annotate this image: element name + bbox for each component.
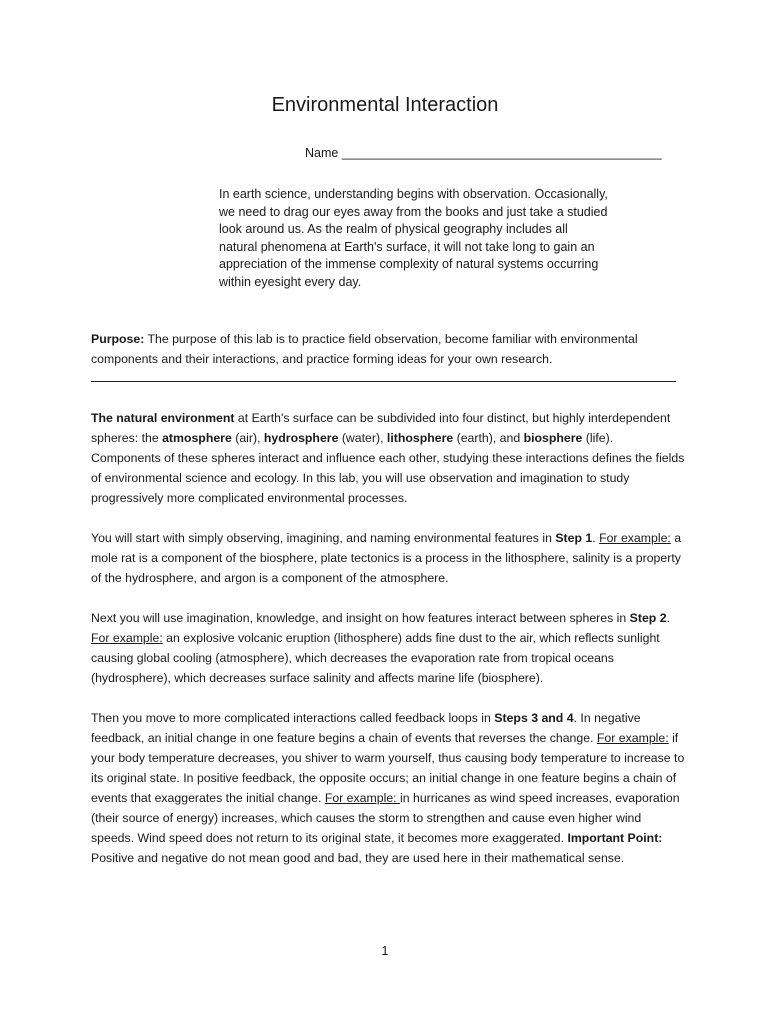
- purpose-paragraph: [91, 329, 685, 369]
- feedback-paragraph: [91, 708, 685, 868]
- text-run: You will start with simply observing, imagining, and naming environmental features in: [91, 531, 556, 545]
- step2-label: Step 2: [629, 611, 667, 625]
- term-atmosphere: atmosphere: [162, 431, 232, 445]
- text-run: at Earth's surface can be subdivided into four distinct, but highly interdependent spheres: the: [91, 411, 671, 445]
- term-biosphere: biosphere: [523, 431, 583, 445]
- step1-label: Step 1: [555, 531, 593, 545]
- term-hydrosphere: hydrosphere: [263, 431, 339, 445]
- natural-environment-lead: The natural environment: [91, 411, 235, 425]
- step2-example-label: For example:: [91, 631, 163, 645]
- text-run: if your body temperature decreases, you shiver to warm yourself, thus causing body temperature to increase to its original state. In positive feedback, the opposite occurs; an initial change in one feature begins a chain of events that exaggerates the initial change.: [91, 731, 685, 805]
- natural-environment-paragraph: [91, 408, 685, 508]
- text-run: in hurricanes as wind speed increases, evaporation (their source of energy) increases, which causes the storm to strengthen and cause even higher wind speeds. Wind speed does not return to its original state, it becomes more exaggerated.: [91, 791, 680, 845]
- text-run: . In negative feedback, an initial change in one feature begins a chain of events that reverses the change.: [91, 711, 641, 745]
- text-run: (water),: [338, 431, 387, 445]
- positive-feedback-example-label: For example:: [324, 791, 400, 805]
- intro-paragraph: In earth science, understanding begins with observation. Occasionally, we need to drag our eyes away from the books and just take a studied look around us. As the realm of physical geography includes all natural phenomena at Earth's surface, it will not take long to gain an appreciation of the immense complexity of natural systems occurring within eyesight every day.: [219, 187, 608, 289]
- purpose-text: The purpose of this lab is to practice field observation, become familiar with environmental components and their interactions, and practice forming ideas for your own research.: [91, 332, 638, 366]
- text-run: (life). Components of these spheres interact and influence each other, studying these interactions defines the fields of environmental science and ecology. In this lab, you will use observation and imagination to study progressively more complicated environmental processes.: [91, 431, 685, 505]
- step1-paragraph: [91, 528, 685, 588]
- name-field-line: Name ______________________________________________: [305, 146, 662, 160]
- steps-3-4-label: Steps 3 and 4: [494, 711, 574, 725]
- step1-example-label: For example:: [599, 531, 671, 545]
- text-run: Positive and negative do not mean good and bad, they are used here in their mathematical sense.: [91, 851, 625, 865]
- text-run: Then you move to more complicated interactions called feedback loops in: [91, 711, 495, 725]
- text-run: .: [592, 531, 600, 545]
- text-run: a mole rat is a component of the biosphere, plate tectonics is a process in the lithosphere, salinity is a property of the hydrosphere, and argon is a component of the atmosphere.: [91, 531, 682, 585]
- page-number: 1: [381, 944, 389, 958]
- text-run: Next you will use imagination, knowledge, and insight on how features interact between spheres in: [91, 611, 630, 625]
- important-point-label: Important Point:: [567, 831, 663, 845]
- section-divider: [91, 381, 676, 382]
- text-run: (air),: [231, 431, 264, 445]
- purpose-label: Purpose:: [91, 332, 145, 346]
- text-run: (earth), and: [453, 431, 524, 445]
- document-title: Environmental Interaction: [271, 94, 499, 116]
- negative-feedback-example-label: For example:: [596, 731, 669, 745]
- text-run: .: [666, 611, 670, 625]
- term-lithosphere: lithosphere: [386, 431, 454, 445]
- text-run: an explosive volcanic eruption (lithosphere) adds fine dust to the air, which reflects sunlight causing global cooling (atmosphere), which decreases the evaporation rate from tropical oceans (hydrosphere), which decreases surface salinity and affects marine life (biosphere).: [91, 631, 660, 685]
- step2-paragraph: [91, 608, 685, 688]
